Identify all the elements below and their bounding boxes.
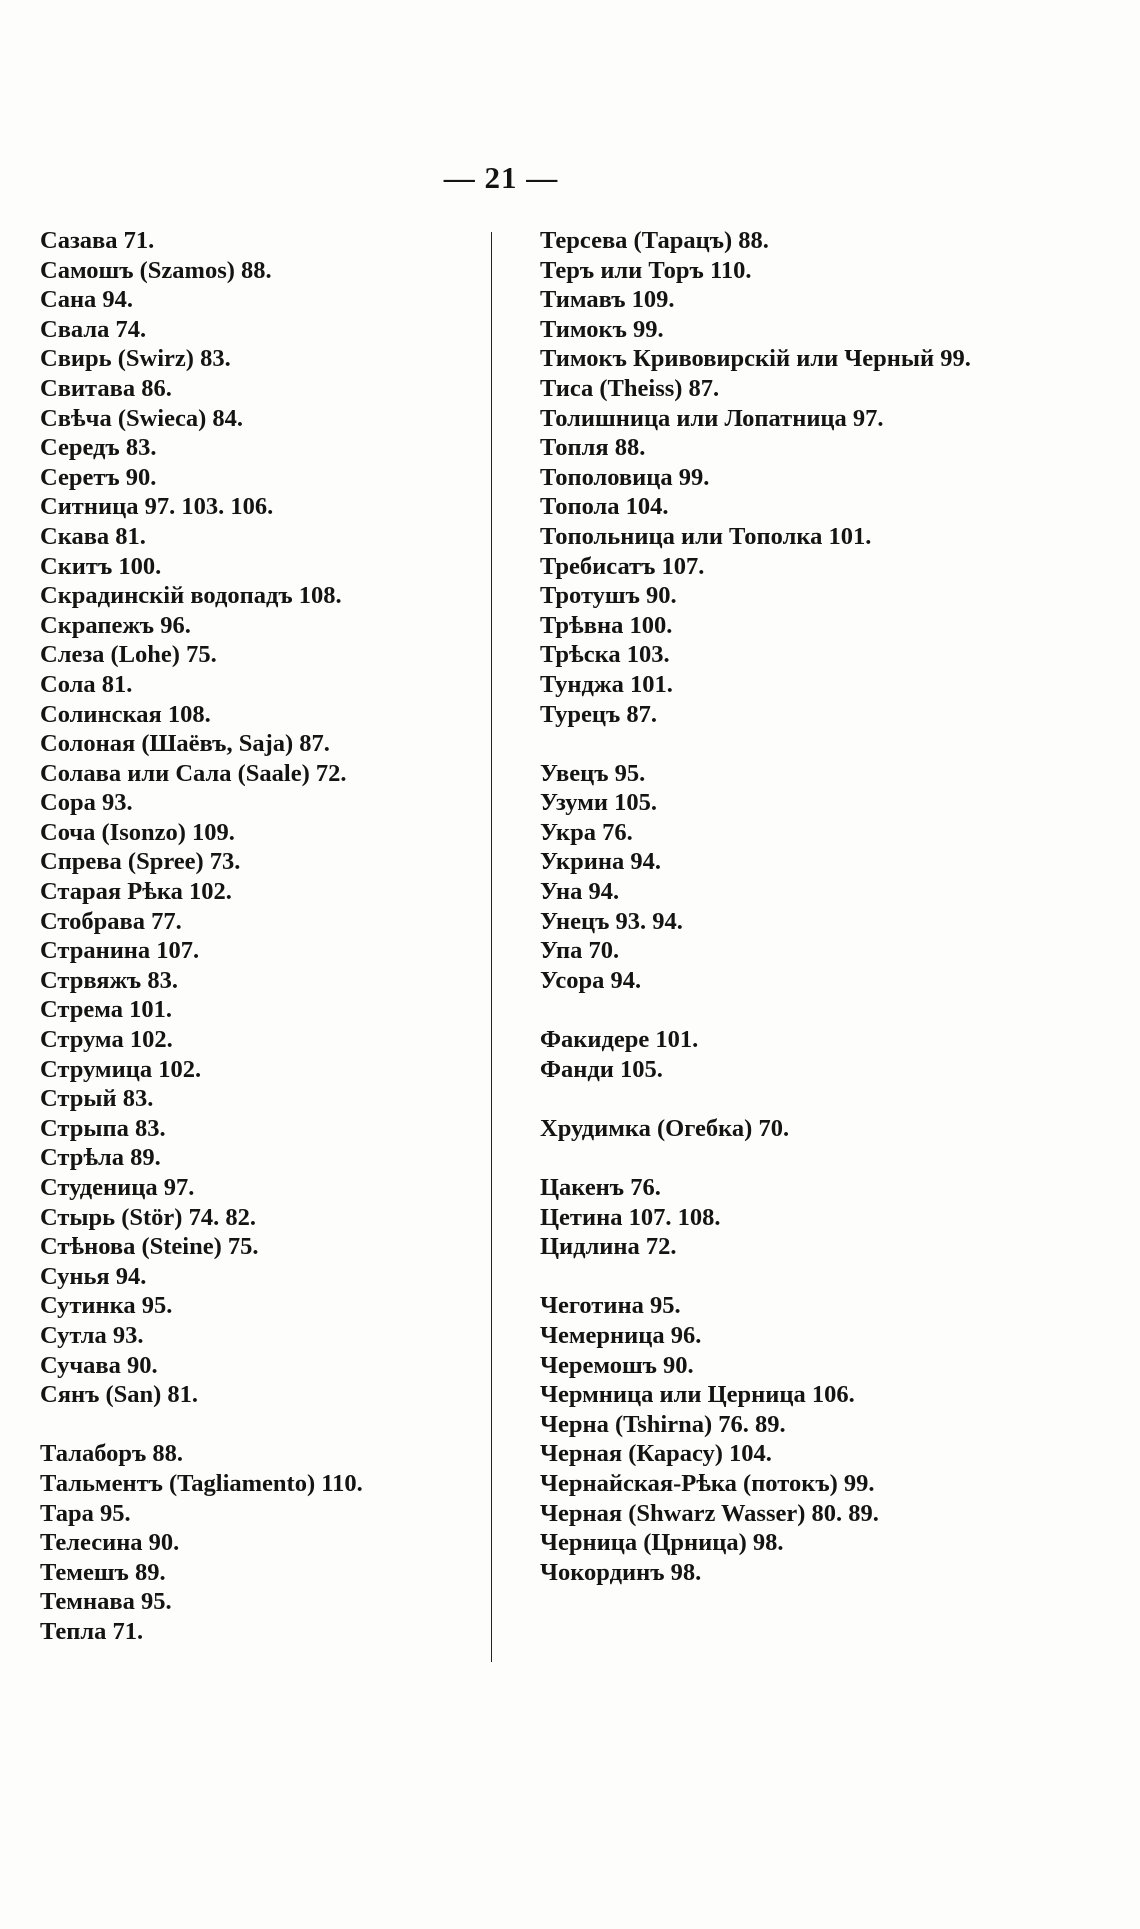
index-entry: Чемерница 96.	[540, 1321, 702, 1349]
index-entry: Свитава 86.	[40, 374, 172, 402]
index-entry: Черная (Карасу) 104.	[540, 1440, 772, 1468]
index-column-left	[40, 226, 480, 1647]
index-entry: Чернайская-Рѣка (потокъ) 99.	[540, 1469, 875, 1497]
index-entry: Топля 88.	[540, 434, 646, 462]
index-entry: Самошъ (Szamos) 88.	[40, 256, 272, 284]
index-entry: Спрева (Spree) 73.	[40, 848, 241, 876]
index-entry: Черная (Shwarz Wasser) 80. 89.	[540, 1499, 879, 1527]
index-entry: Стобрава 77.	[40, 907, 182, 935]
index-entry: Свирь (Swirz) 83.	[40, 345, 231, 373]
index-entry: Свѣча (Swieca) 84.	[40, 404, 244, 432]
index-entry: Цакенъ 76.	[540, 1174, 661, 1201]
index-entry: Терсева (Тарацъ) 88.	[540, 227, 769, 254]
index-entry: Студеница 97.	[40, 1174, 195, 1201]
index-entry: Тимавъ 109.	[540, 286, 675, 314]
index-entry: Укра 76.	[540, 818, 633, 846]
index-entry: Скитъ 100.	[40, 552, 162, 580]
index-entry: Тара 95.	[40, 1499, 131, 1527]
index-entry: Тиса (Theiss) 87.	[540, 374, 720, 402]
index-entry: Старая Рѣка 102.	[40, 878, 232, 906]
index-entry: Скава 81.	[40, 522, 146, 550]
index-entry: Цетина 107. 108.	[540, 1203, 721, 1231]
index-entry: Сутла 93.	[40, 1321, 144, 1349]
index-entry: Турецъ 87.	[540, 700, 658, 728]
index-entry: Чермница или Церница 106.	[540, 1381, 855, 1409]
index-entry: Сунья 94.	[40, 1262, 147, 1290]
index-entry: Толишница или Лопатница 97.	[540, 404, 884, 432]
index-entry: Темнава 95.	[40, 1588, 172, 1616]
index-entry: Струма 102.	[40, 1026, 173, 1054]
index-entry: Солава или Сала (Saale) 72.	[40, 759, 347, 787]
index-entry: Сола 81.	[40, 670, 133, 698]
index-entry: Топола 104.	[540, 493, 669, 521]
index-entry: Тимокъ Кривовирскій или Черный 99.	[540, 345, 971, 373]
index-entry: Темешъ 89.	[40, 1558, 166, 1586]
index-entry: Стырь (Stör) 74. 82.	[40, 1203, 256, 1231]
index-entry: Цидлина 72.	[540, 1233, 677, 1261]
index-column-right	[540, 226, 980, 1587]
index-entry: Струмица 102.	[40, 1055, 202, 1083]
index-entry: Сазава 71.	[40, 227, 155, 254]
index-entry: Увецъ 95.	[540, 759, 646, 787]
index-entry: Черница (Црница) 98.	[540, 1529, 784, 1557]
index-entry: Унецъ 93. 94.	[540, 907, 683, 935]
index-entry: Трѣска 103.	[540, 641, 670, 669]
index-entry: Тимокъ 99.	[540, 315, 664, 343]
index-entry: Телесина 90.	[40, 1529, 180, 1557]
index-entry: Тунджа 101.	[540, 670, 673, 698]
index-entry: Сана 94.	[40, 286, 134, 314]
index-entry: Стрый 83.	[40, 1085, 154, 1113]
index-entry: Солоная (Шаёвъ, Saja) 87.	[40, 730, 330, 758]
index-entry: Ситница 97. 103. 106.	[40, 493, 274, 521]
index-entry: Сора 93.	[40, 789, 133, 817]
index-entry: Стрема 101.	[40, 996, 172, 1024]
index-entry: Середъ 83.	[40, 434, 157, 462]
index-entry: Соча (Isonzo) 109.	[40, 818, 235, 846]
index-entry: Усора 94.	[540, 966, 642, 994]
index-entry: Стрвяжъ 83.	[40, 966, 178, 994]
index-entry: Черна (Tshirna) 76. 89.	[540, 1410, 786, 1438]
index-entry: Хрудимка (Огебка) 70.	[540, 1114, 790, 1142]
index-entry: Тополовица 99.	[540, 463, 710, 491]
index-entry: Свала 74.	[40, 315, 147, 343]
page-number: — 21 —	[443, 160, 559, 195]
index-entry: Стрѣла 89.	[40, 1144, 161, 1172]
index-entry: Талаборъ 88.	[40, 1440, 184, 1468]
index-entry: Скрапежъ 96.	[40, 611, 191, 639]
column-divider	[491, 232, 492, 1662]
index-entry: Чеготина 95.	[540, 1292, 681, 1320]
index-entry: Тротушъ 90.	[540, 582, 677, 610]
index-entry: Узуми 105.	[540, 789, 658, 817]
index-entry: Тепла 71.	[40, 1617, 144, 1645]
index-entry: Сучава 90.	[40, 1351, 158, 1379]
index-entry: Теръ или Торъ 110.	[540, 256, 752, 284]
index-entry: Топольница или Тополка 101.	[540, 522, 872, 550]
index-entry: Сянъ (San) 81.	[40, 1381, 199, 1409]
index-entry: Тальментъ (Tagliamento) 110.	[40, 1469, 363, 1497]
index-entry: Фанди 105.	[540, 1055, 663, 1083]
index-entry: Солинская 108.	[40, 700, 211, 728]
index-entry: Уна 94.	[540, 878, 620, 906]
index-entry: Сутинка 95.	[40, 1292, 173, 1320]
index-entry: Чокординъ 98.	[540, 1558, 702, 1586]
index-entry: Факидере 101.	[540, 1026, 699, 1054]
index-entry: Серетъ 90.	[40, 463, 157, 491]
index-entry: Странина 107.	[40, 937, 200, 965]
index-entry: Черемошъ 90.	[540, 1351, 694, 1379]
index-entry: Слеза (Lohe) 75.	[40, 641, 217, 669]
index-entry: Укрина 94.	[540, 848, 661, 876]
index-entry: Скрадинскій водопадъ 108.	[40, 582, 342, 610]
index-entry: Стрыпа 83.	[40, 1114, 166, 1142]
index-entry: Требисатъ 107.	[540, 552, 705, 580]
index-entry: Упа 70.	[540, 937, 620, 965]
index-entry: Стѣнова (Steine) 75.	[40, 1233, 259, 1261]
index-entry: Трѣвна 100.	[540, 611, 673, 639]
